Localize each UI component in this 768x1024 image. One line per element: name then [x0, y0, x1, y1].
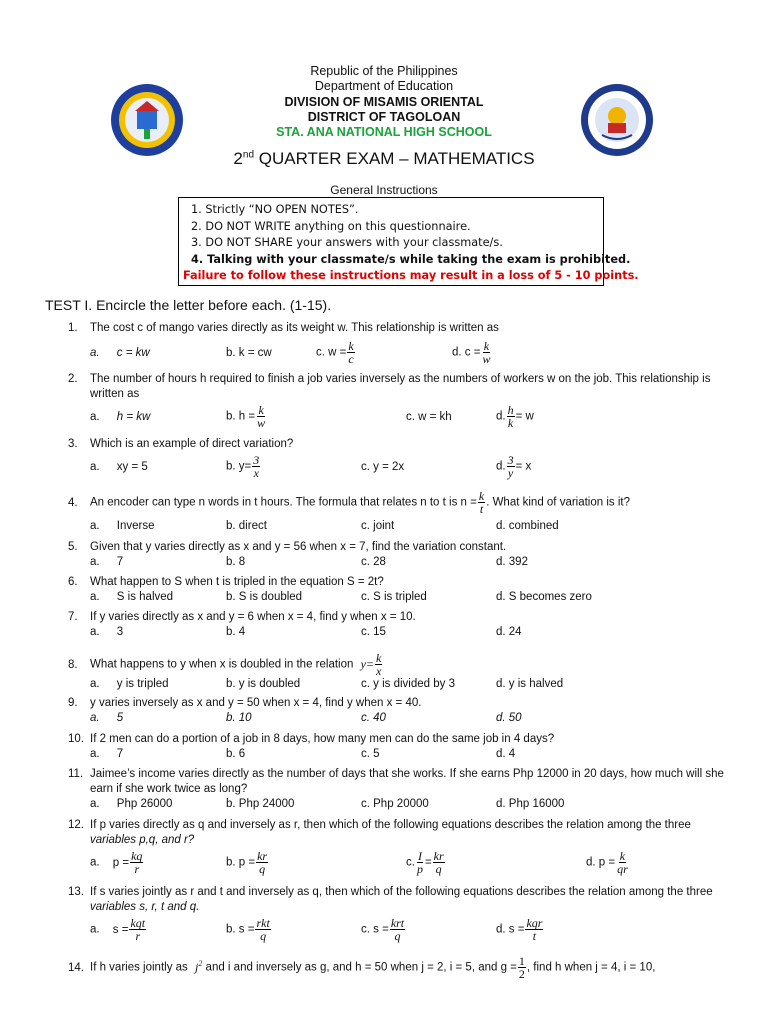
option-a: a. 7 — [90, 748, 124, 760]
question-7: 7. If y varies directly as x and y = 6 when x = 4, find y when x = 10. — [68, 611, 416, 623]
option-d: d. s = $\frac{\text{kqr}}{t}$ — [496, 916, 543, 943]
option-d: d. c = $\frac{k}{w}$ — [452, 339, 491, 366]
option-c: c. s = $\frac{\text{krt}}{q}$ — [361, 916, 405, 943]
option-d: d. 392 — [496, 556, 528, 568]
republic-line: Republic of the Philippines — [310, 64, 458, 78]
option-a: a. y is tripled — [90, 678, 169, 690]
option-b: b. k = cw — [226, 347, 272, 359]
option-c: c. w = $\frac{k}{c}$ — [316, 339, 354, 366]
question-6: 6. What happen to S when t is tripled in the equation S = 2t? — [68, 576, 384, 588]
option-a: a. 3 — [90, 626, 124, 638]
question-13: 13. If s varies jointly as r and t and inversely as q, then which of the following equations describes the relation among the three — [68, 886, 713, 898]
question-14: 14. If h varies jointly as $j^2$ and i and inversely as g, and h = 50 when j = 2, i = 5, and g = $\frac{1}{2}$ , find h when j = 4, i = 10, — [68, 954, 656, 981]
option-a: a. h = kw — [90, 411, 151, 423]
option-a: a. c = kw — [90, 347, 150, 359]
option-d: d. combined — [496, 520, 559, 532]
question-11-cont: earn if she work twice as long? — [90, 783, 248, 795]
option-c: c. $\frac{I}{p}$ = $\frac{kr}{q}$ — [406, 849, 444, 876]
instruction-item: 4. Talking with your classmate/s while taking the exam is prohibited. — [191, 252, 631, 266]
option-a: a. 5 — [90, 712, 124, 724]
option-d: d. p = $\frac{k}{qr}$ — [586, 849, 628, 876]
option-b: b. 4 — [226, 626, 246, 638]
option-a: a. Inverse — [90, 520, 155, 532]
instruction-item: 2. DO NOT WRITE anything on this questionnaire. — [191, 219, 471, 233]
district-line: DISTRICT OF TAGOLOAN — [307, 110, 461, 124]
option-a: a. xy = 5 — [90, 461, 148, 473]
option-b: b. 6 — [226, 748, 246, 760]
option-d: d. 24 — [496, 626, 522, 638]
option-c: c. y = 2x — [361, 461, 405, 473]
instruction-item: 3. DO NOT SHARE your answers with your classmate/s. — [191, 236, 503, 249]
question-1: 1. The cost c of mango varies directly as its weight w. This relationship is written as — [68, 322, 499, 334]
school-name: STA. ANA NATIONAL HIGH SCHOOL — [276, 125, 492, 139]
question-3: 3. Which is an example of direct variation? — [68, 438, 294, 450]
option-d: d. Php 16000 — [496, 798, 565, 810]
question-12: 12. If p varies directly as q and inversely as r, then which of the following equations describes the relation among the three — [68, 819, 691, 831]
option-a: a. Php 26000 — [90, 798, 173, 810]
option-d: d. y is halved — [496, 678, 564, 690]
exam-title: 2nd QUARTER EXAM – MATHEMATICS — [233, 149, 535, 168]
option-b: b. direct — [226, 520, 267, 532]
division-line: DIVISION OF MISAMIS ORIENTAL — [284, 95, 484, 109]
option-b: b. S is doubled — [226, 591, 303, 603]
option-d: d. S becomes zero — [496, 591, 592, 603]
question-8: 8. What happens to y when x is doubled in the relation y= $\frac{k}{x}$ — [68, 651, 382, 678]
option-d: d. 4 — [496, 748, 516, 760]
option-c: c. 28 — [361, 556, 386, 568]
option-c: c. 5 — [361, 748, 380, 760]
instructions-heading: General Instructions — [330, 183, 438, 197]
option-c: c. joint — [361, 520, 395, 532]
option-c: c. w = kh — [406, 411, 452, 423]
option-a: a. 7 — [90, 556, 124, 568]
option-c: c. 15 — [361, 626, 386, 638]
question-10: 10. If 2 men can do a portion of a job in 8 days, how many men can do the same job in 4 days? — [68, 733, 555, 745]
option-b: b. h = $\frac{k}{w}$ — [226, 403, 266, 430]
question-9: 9. y varies inversely as x and y = 50 when x = 4, find y when x = 40. — [68, 697, 422, 709]
option-c: c. y is divided by 3 — [361, 678, 455, 690]
test-heading: TEST I. Encircle the letter before each. (1-15). — [45, 297, 332, 313]
option-b: b. 8 — [226, 556, 246, 568]
question-12-cont: variables p,q, and r? — [90, 834, 195, 846]
question-5: 5. Given that y varies directly as x and y = 56 when x = 7, find the variation constant. — [68, 541, 507, 553]
option-a: a. S is halved — [90, 591, 174, 603]
option-c: c. S is tripled — [361, 591, 427, 603]
question-4: 4. An encoder can type n words in t hours. The formula that relates n to t is n = $\frac{k}{t}$ . What kind of variation is it? — [68, 489, 630, 516]
department-line: Department of Education — [314, 79, 454, 93]
question-2-cont: written as — [90, 388, 140, 400]
instruction-warning: Failure to follow these instructions may result in a loss of 5 - 10 points. — [183, 269, 639, 282]
question-2: 2. The number of hours h required to finish a job varies inversely as the numbers of workers w on the job. This relationship is — [68, 373, 711, 385]
instructions-box — [178, 197, 639, 286]
question-13-cont: variables s, r, t and q. — [90, 901, 200, 913]
option-d: d. $\frac{3}{y}$ = x — [496, 453, 532, 480]
option-b: b. y is doubled — [226, 678, 301, 690]
option-d: d. 50 — [496, 712, 522, 724]
option-c: c. 40 — [361, 712, 386, 724]
option-b: b. Php 24000 — [226, 798, 295, 810]
option-b: b. y= $\frac{3}{x}$ — [226, 453, 260, 480]
instruction-item: 1. Strictly “NO OPEN NOTES”. — [191, 203, 359, 216]
option-a: a. p = $\frac{kq}{r}$ — [90, 849, 143, 876]
option-b: b. 10 — [226, 712, 252, 724]
option-a: a. s = $\frac{\text{kqt}}{r}$ — [90, 916, 146, 943]
question-11: 11. Jaimee’s income varies directly as the number of days that she works. If she earns Php 12000 in 20 days, how much will she — [68, 768, 724, 780]
option-b: b. s = $\frac{\text{rkt}}{q}$ — [226, 916, 270, 943]
option-d: d. $\frac{h}{k}$ = w — [496, 403, 534, 430]
option-c: c. Php 20000 — [361, 798, 429, 810]
option-b: b. p = $\frac{kr}{q}$ — [226, 849, 268, 876]
